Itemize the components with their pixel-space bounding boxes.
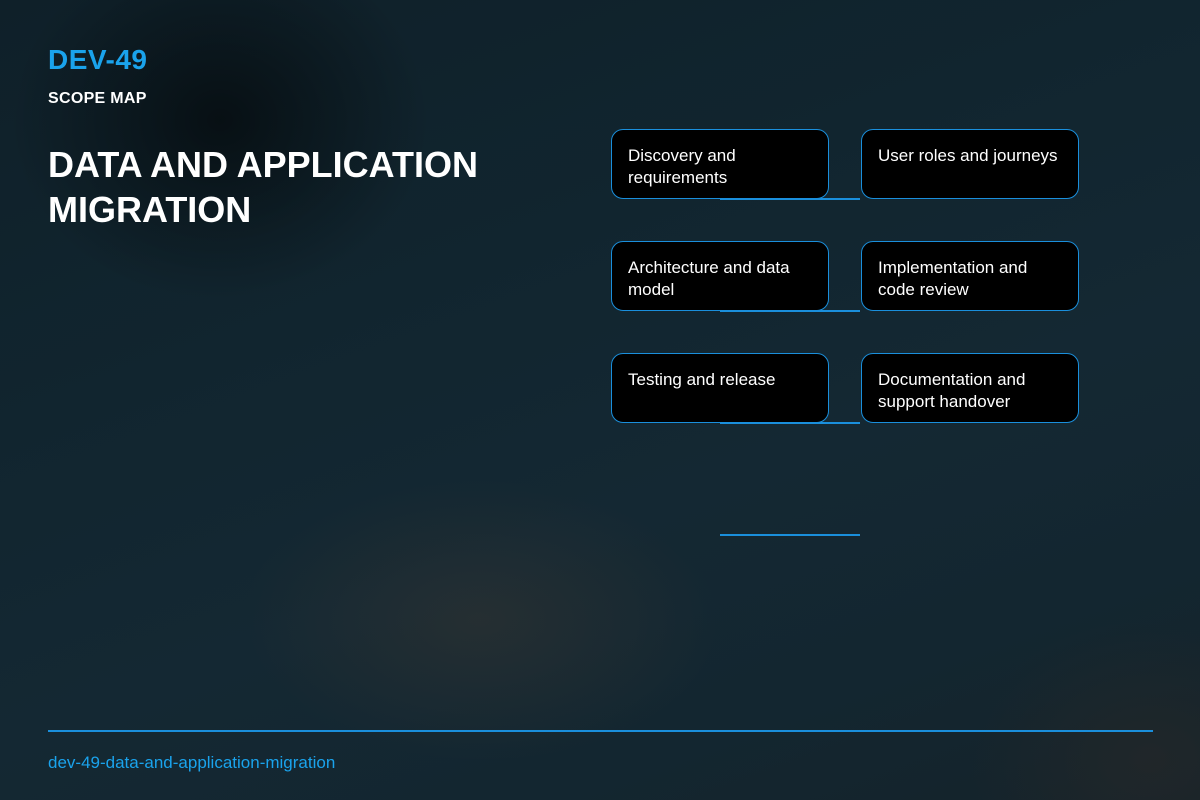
scope-item-user-roles: User roles and journeys <box>861 129 1079 199</box>
slide-kicker: SCOPE MAP <box>48 90 147 107</box>
footer-slug: dev-49-data-and-application-migration <box>48 753 336 772</box>
connector-line <box>720 422 860 424</box>
connector-line <box>720 310 860 312</box>
slide-code: DEV-49 <box>48 44 148 75</box>
slide-title: DATA AND APPLICATION MIGRATION <box>48 144 478 230</box>
scope-item-testing: Testing and release <box>611 353 829 423</box>
footer-divider <box>48 730 1153 732</box>
scope-item-implementation: Implementation and code review <box>861 241 1079 311</box>
scope-item-discovery: Discovery and requirements <box>611 129 829 199</box>
connector-line <box>720 198 860 200</box>
scope-item-architecture: Architecture and data model <box>611 241 829 311</box>
scope-item-documentation: Documentation and support handover <box>861 353 1079 423</box>
connector-line <box>720 534 860 536</box>
